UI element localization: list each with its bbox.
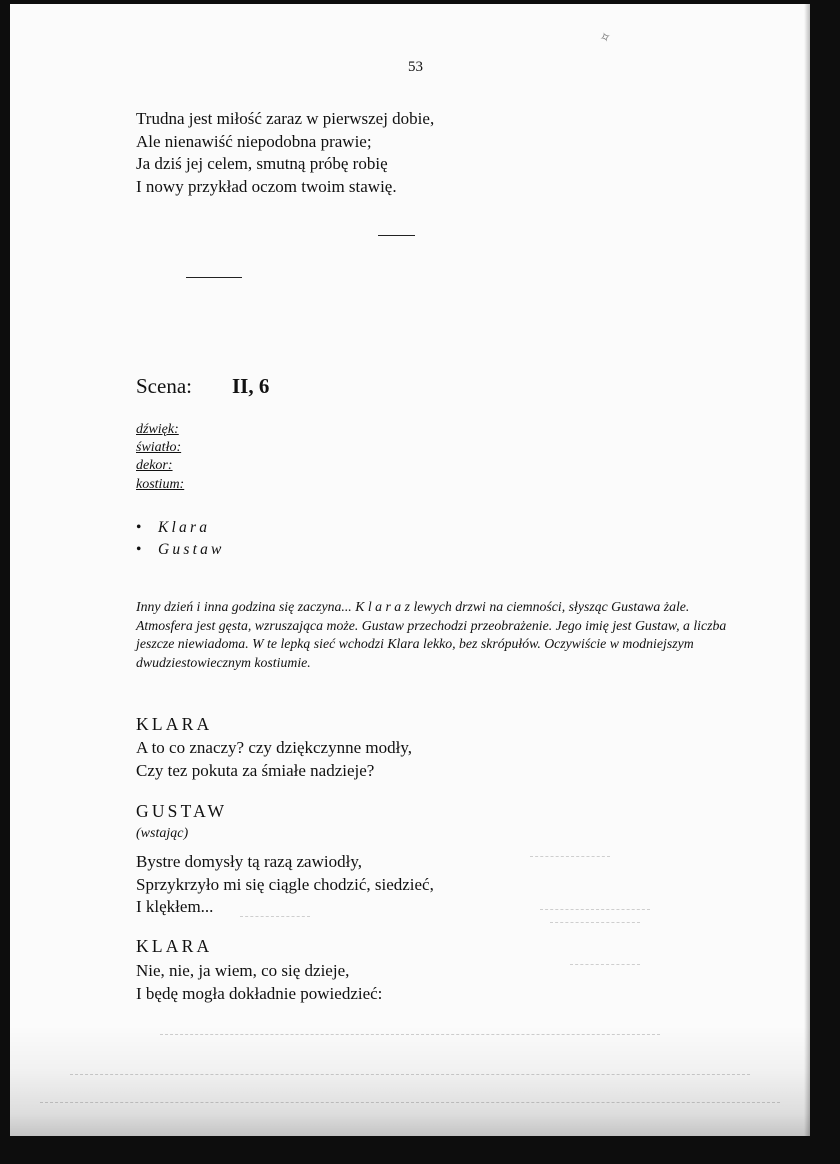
dialogue-line: I klękłem... xyxy=(136,897,214,916)
page-number: 53 xyxy=(408,59,423,75)
stage-direction-paragraph: Inny dzień i inna godzina się zaczyna... K l a r a z lewych drzwi na ciemności, słysząc Gustawa żale. xyxy=(136,599,690,614)
dialogue-lines xyxy=(136,737,412,782)
meta-field-sound: dźwięk: xyxy=(136,422,179,437)
scan-noise xyxy=(160,1034,660,1035)
section-divider xyxy=(378,235,415,236)
scan-noise xyxy=(550,922,640,923)
section-divider xyxy=(186,277,242,278)
meta-field-light: światło: xyxy=(136,440,182,455)
verse-line: Ja dziś jej celem, smutną próbę robię xyxy=(136,154,388,173)
page-edge-shadow xyxy=(804,4,810,1136)
cast-name: Klara xyxy=(158,519,211,536)
cast-item xyxy=(136,519,210,537)
speaker-name: KLARA xyxy=(136,936,213,956)
dialogue-line: Czy tez pokuta za śmiałe nadzieje? xyxy=(136,760,375,780)
dialogue-line: A to co znaczy? czy dziękczynne modły, xyxy=(136,738,412,757)
scan-noise xyxy=(240,916,310,917)
dialogue-line: Nie, nie, ja wiem, co się dzieje, xyxy=(136,961,350,980)
dialogue-line: Sprzykrzyło mi się ciągle chodzić, siedzieć, xyxy=(136,874,434,894)
verse-line: Trudna jest miłość zaraz w pierwszej dobie, xyxy=(136,109,435,128)
stage-directions xyxy=(136,598,736,672)
meta-field-decor: dekor: xyxy=(136,458,173,473)
speaker-direction: (wstając) xyxy=(136,826,189,841)
dialogue-lines xyxy=(136,851,434,919)
document-page xyxy=(10,4,810,1136)
dialogue-lines xyxy=(136,960,382,1005)
bullet-icon: • xyxy=(136,541,142,558)
scan-noise xyxy=(530,856,610,857)
cast-item xyxy=(136,541,225,559)
dialogue-line: Bystre domysły tą razą zawiodły, xyxy=(136,852,362,871)
cast-name: Gustaw xyxy=(158,541,225,558)
speaker-name: GUSTAW xyxy=(136,801,228,821)
dialogue-line: I będę mogła dokładnie powiedzieć: xyxy=(136,983,383,1003)
scene-number: II, 6 xyxy=(232,374,270,398)
scan-noise xyxy=(570,964,640,965)
verse-top xyxy=(136,108,434,198)
speaker-name: KLARA xyxy=(136,714,213,734)
scan-artifact-icon: ✧ xyxy=(597,29,614,48)
bullet-icon: • xyxy=(136,519,142,536)
scan-noise xyxy=(70,1074,750,1075)
scene-label: Scena: xyxy=(136,374,192,398)
stage-direction-paragraph: Atmosfera jest gęsta, wzruszająca może. Gustaw przechodzi przeobrażenie. Jego imię jest Gustaw, a liczba jeszcze niewiadoma. W te lepką sieć wchodzi Klara lekko, bez skrópułów. Oczywiście w modniejszym dwudziestowiecznym kostiumie. xyxy=(136,617,727,670)
scan-noise xyxy=(40,1102,780,1103)
scan-noise xyxy=(540,909,650,910)
verse-line: I nowy przykład oczom twoim stawię. xyxy=(136,176,397,196)
meta-field-costume: kostium: xyxy=(136,477,185,492)
verse-line: Ale nienawiść niepodobna prawie; xyxy=(136,131,372,151)
